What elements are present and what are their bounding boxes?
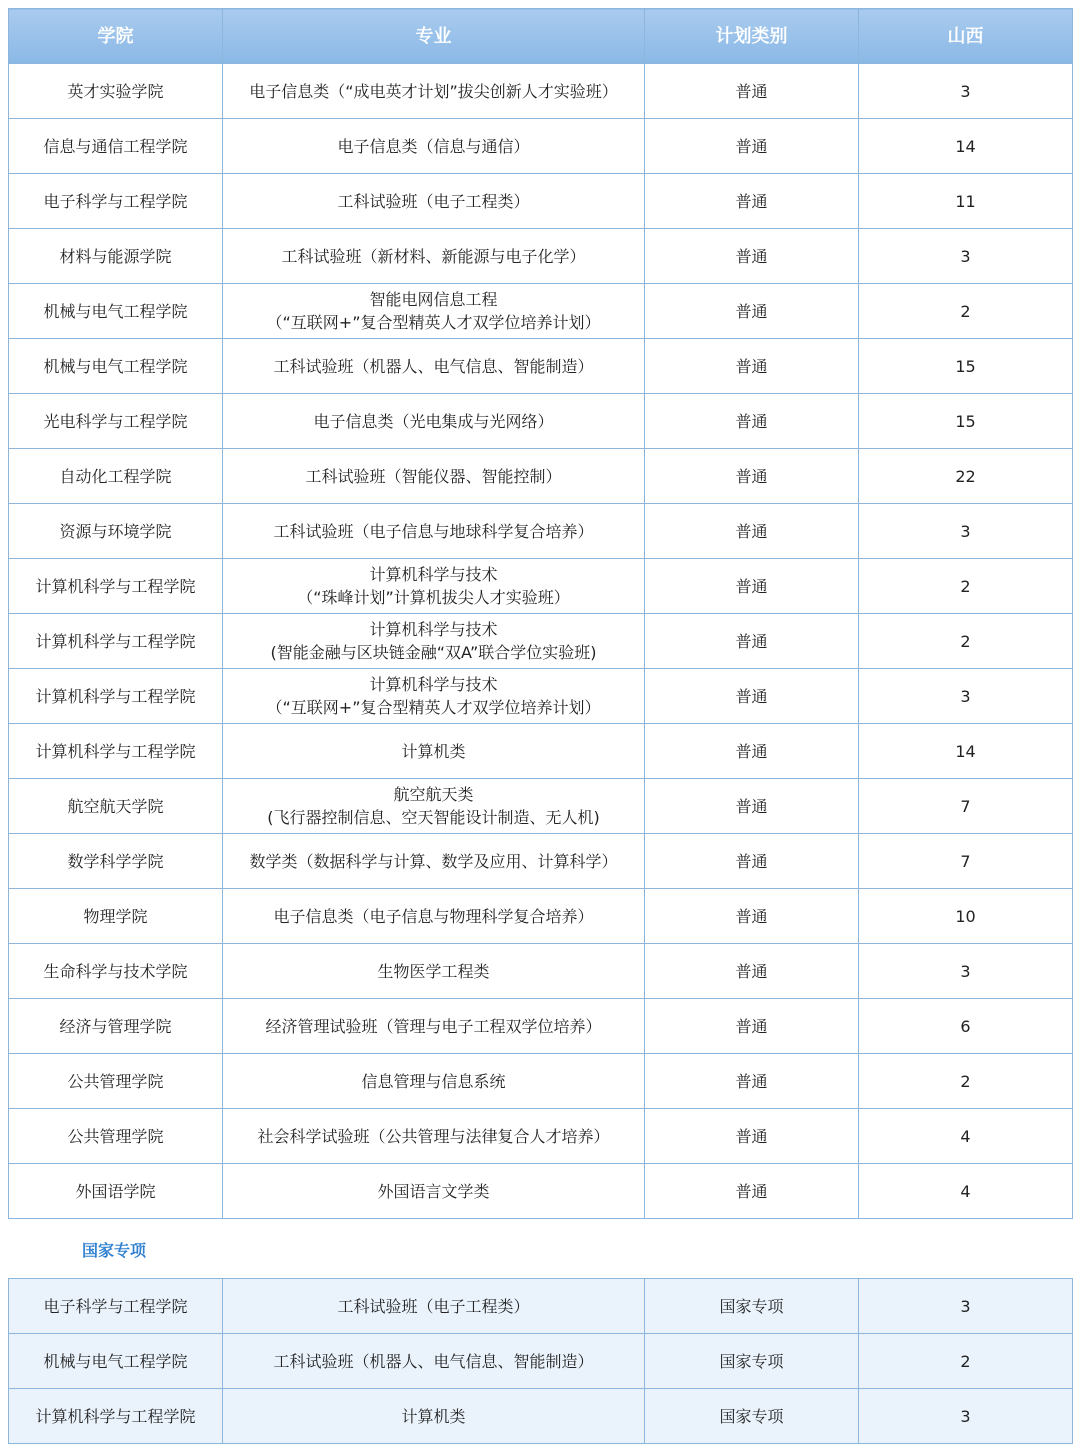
major-cell	[223, 284, 645, 339]
table-row	[9, 559, 1073, 614]
shanxi-count-cell: 4	[859, 1109, 1073, 1164]
shanxi-count-cell: 2	[859, 1334, 1073, 1389]
major-line: 航空航天类	[393, 785, 474, 804]
category-cell: 普通	[645, 119, 859, 174]
category-cell: 普通	[645, 669, 859, 724]
shanxi-count-cell: 14	[859, 724, 1073, 779]
major-cell	[223, 174, 645, 229]
college-cell: 机械与电气工程学院	[9, 339, 223, 394]
category-cell: 国家专项	[645, 1334, 859, 1389]
major-line: 计算机科学与技术	[369, 565, 498, 584]
college-cell: 电子科学与工程学院	[9, 174, 223, 229]
shanxi-count-cell: 3	[859, 64, 1073, 119]
category-cell: 普通	[645, 834, 859, 889]
category-cell: 普通	[645, 339, 859, 394]
shanxi-count-cell: 15	[859, 394, 1073, 449]
table-row	[9, 614, 1073, 669]
college-cell: 机械与电气工程学院	[9, 1334, 223, 1389]
shanxi-count-cell: 3	[859, 1389, 1073, 1444]
shanxi-count-cell: 10	[859, 889, 1073, 944]
college-cell: 经济与管理学院	[9, 999, 223, 1054]
college-cell: 资源与环境学院	[9, 504, 223, 559]
category-cell: 国家专项	[645, 1279, 859, 1334]
major-line: 计算机科学与技术	[369, 675, 498, 694]
special-plan-title: 国家专项	[82, 1241, 147, 1260]
category-cell: 普通	[645, 229, 859, 284]
table-row	[9, 1164, 1073, 1219]
major-line: 经济管理试验班（管理与电子工程双学位培养）	[265, 1016, 602, 1036]
special-table-row	[9, 1279, 1073, 1334]
table-row	[9, 119, 1073, 174]
college-cell: 外国语学院	[9, 1164, 223, 1219]
major-cell	[223, 504, 645, 559]
major-cell	[223, 669, 645, 724]
major-line: 生物医学工程类	[377, 961, 490, 981]
enrollment-plan-table	[8, 8, 1073, 1219]
college-cell: 材料与能源学院	[9, 229, 223, 284]
major-line: 电子信息类（“成电英才计划”拔尖创新人才实验班）	[249, 81, 618, 101]
table-row	[9, 944, 1073, 999]
major-line: 智能电网信息工程	[369, 290, 498, 309]
table-row	[9, 174, 1073, 229]
shanxi-count-cell: 2	[859, 559, 1073, 614]
table-row	[9, 1109, 1073, 1164]
major-line: 计算机类	[401, 1406, 466, 1426]
table-row	[9, 394, 1073, 449]
category-cell: 普通	[645, 1164, 859, 1219]
table-row	[9, 999, 1073, 1054]
shanxi-count-cell: 6	[859, 999, 1073, 1054]
header-category: 计划类别	[645, 9, 859, 64]
college-cell: 航空航天学院	[9, 779, 223, 834]
category-cell: 普通	[645, 449, 859, 504]
college-cell: 计算机科学与工程学院	[9, 559, 223, 614]
major-line: 信息管理与信息系统	[361, 1071, 506, 1091]
header-shanxi: 山西	[859, 9, 1073, 64]
category-cell: 普通	[645, 944, 859, 999]
table-row	[9, 669, 1073, 724]
table-row	[9, 339, 1073, 394]
table-row	[9, 779, 1073, 834]
shanxi-count-cell: 3	[859, 944, 1073, 999]
category-cell: 普通	[645, 504, 859, 559]
category-cell: 普通	[645, 614, 859, 669]
major-cell	[223, 724, 645, 779]
major-line: 工科试验班（电子工程类）	[337, 191, 530, 211]
shanxi-count-cell: 11	[859, 174, 1073, 229]
header-major: 专业	[223, 9, 645, 64]
major-line: （“互联网+”复合型精英人才双学位培养计划）	[266, 698, 601, 717]
major-line: 电子信息类（信息与通信）	[337, 136, 530, 156]
major-cell	[223, 229, 645, 284]
shanxi-count-cell: 2	[859, 284, 1073, 339]
category-cell: 普通	[645, 1054, 859, 1109]
special-plan-table	[8, 1278, 1073, 1444]
major-cell	[223, 1279, 645, 1334]
major-line: 数学类（数据科学与计算、数学及应用、计算科学）	[249, 851, 618, 871]
college-cell: 光电科学与工程学院	[9, 394, 223, 449]
major-cell	[223, 1164, 645, 1219]
college-cell: 电子科学与工程学院	[9, 1279, 223, 1334]
table-row	[9, 724, 1073, 779]
major-line: 电子信息类（光电集成与光网络）	[313, 411, 554, 431]
major-line: 工科试验班（电子信息与地球科学复合培养）	[273, 521, 594, 541]
shanxi-count-cell: 7	[859, 779, 1073, 834]
major-cell	[223, 889, 645, 944]
category-cell: 普通	[645, 64, 859, 119]
major-line: 社会科学试验班（公共管理与法律复合人才培养）	[257, 1126, 610, 1146]
category-cell: 普通	[645, 999, 859, 1054]
special-table-row	[9, 1389, 1073, 1444]
shanxi-count-cell: 7	[859, 834, 1073, 889]
category-cell: 普通	[645, 1109, 859, 1164]
college-cell: 公共管理学院	[9, 1054, 223, 1109]
college-cell: 英才实验学院	[9, 64, 223, 119]
shanxi-count-cell: 3	[859, 229, 1073, 284]
major-line: 计算机科学与技术	[369, 620, 498, 639]
shanxi-count-cell: 2	[859, 614, 1073, 669]
college-cell: 计算机科学与工程学院	[9, 1389, 223, 1444]
shanxi-count-cell: 3	[859, 1279, 1073, 1334]
major-cell	[223, 1389, 645, 1444]
major-line: 工科试验班（电子工程类）	[337, 1296, 530, 1316]
category-cell: 普通	[645, 889, 859, 944]
major-cell	[223, 559, 645, 614]
college-cell: 生命科学与技术学院	[9, 944, 223, 999]
major-line: 计算机类	[401, 741, 466, 761]
college-cell: 信息与通信工程学院	[9, 119, 223, 174]
college-cell: 公共管理学院	[9, 1109, 223, 1164]
table-body	[9, 64, 1073, 1219]
major-line: 工科试验班（机器人、电气信息、智能制造）	[273, 1351, 594, 1371]
special-table-row	[9, 1334, 1073, 1389]
college-cell: 自动化工程学院	[9, 449, 223, 504]
major-line: 工科试验班（智能仪器、智能控制）	[305, 466, 562, 486]
category-cell: 普通	[645, 779, 859, 834]
major-line: 工科试验班（新材料、新能源与电子化学）	[281, 246, 586, 266]
major-cell	[223, 1334, 645, 1389]
shanxi-count-cell: 2	[859, 1054, 1073, 1109]
table-row	[9, 449, 1073, 504]
major-cell	[223, 119, 645, 174]
college-cell: 计算机科学与工程学院	[9, 724, 223, 779]
college-cell: 数学科学学院	[9, 834, 223, 889]
table-header	[9, 9, 1073, 64]
table-row	[9, 64, 1073, 119]
major-line: (智能金融与区块链金融“双A”联合学位实验班)	[270, 643, 597, 662]
shanxi-count-cell: 15	[859, 339, 1073, 394]
special-table-body	[9, 1279, 1073, 1444]
header-row	[9, 9, 1073, 64]
major-line: 工科试验班（机器人、电气信息、智能制造）	[273, 356, 594, 376]
table-row	[9, 889, 1073, 944]
table-row	[9, 834, 1073, 889]
category-cell: 普通	[645, 284, 859, 339]
major-line: （“珠峰计划”计算机拔尖人才实验班）	[297, 588, 570, 607]
shanxi-count-cell: 3	[859, 669, 1073, 724]
college-cell: 机械与电气工程学院	[9, 284, 223, 339]
shanxi-count-cell: 4	[859, 1164, 1073, 1219]
major-cell	[223, 944, 645, 999]
major-line: （“互联网+”复合型精英人才双学位培养计划）	[266, 313, 601, 332]
table-row	[9, 1054, 1073, 1109]
table-row	[9, 229, 1073, 284]
college-cell: 计算机科学与工程学院	[9, 669, 223, 724]
category-cell: 国家专项	[645, 1389, 859, 1444]
major-line: 外国语言文学类	[377, 1181, 490, 1201]
major-line: (飞行器控制信息、空天智能设计制造、无人机)	[267, 808, 600, 827]
major-cell	[223, 614, 645, 669]
major-cell	[223, 1054, 645, 1109]
major-line: 电子信息类（电子信息与物理科学复合培养）	[273, 906, 594, 926]
header-college: 学院	[9, 9, 223, 64]
major-cell	[223, 394, 645, 449]
shanxi-count-cell: 3	[859, 504, 1073, 559]
major-cell	[223, 999, 645, 1054]
major-cell	[223, 1109, 645, 1164]
major-cell	[223, 779, 645, 834]
college-cell: 物理学院	[9, 889, 223, 944]
college-cell: 计算机科学与工程学院	[9, 614, 223, 669]
category-cell: 普通	[645, 174, 859, 229]
table-row	[9, 504, 1073, 559]
shanxi-count-cell: 14	[859, 119, 1073, 174]
major-cell	[223, 64, 645, 119]
category-cell: 普通	[645, 394, 859, 449]
table-row	[9, 284, 1073, 339]
major-cell	[223, 449, 645, 504]
category-cell: 普通	[645, 559, 859, 614]
shanxi-count-cell: 22	[859, 449, 1073, 504]
category-cell: 普通	[645, 724, 859, 779]
major-cell	[223, 834, 645, 889]
major-cell	[223, 339, 645, 394]
